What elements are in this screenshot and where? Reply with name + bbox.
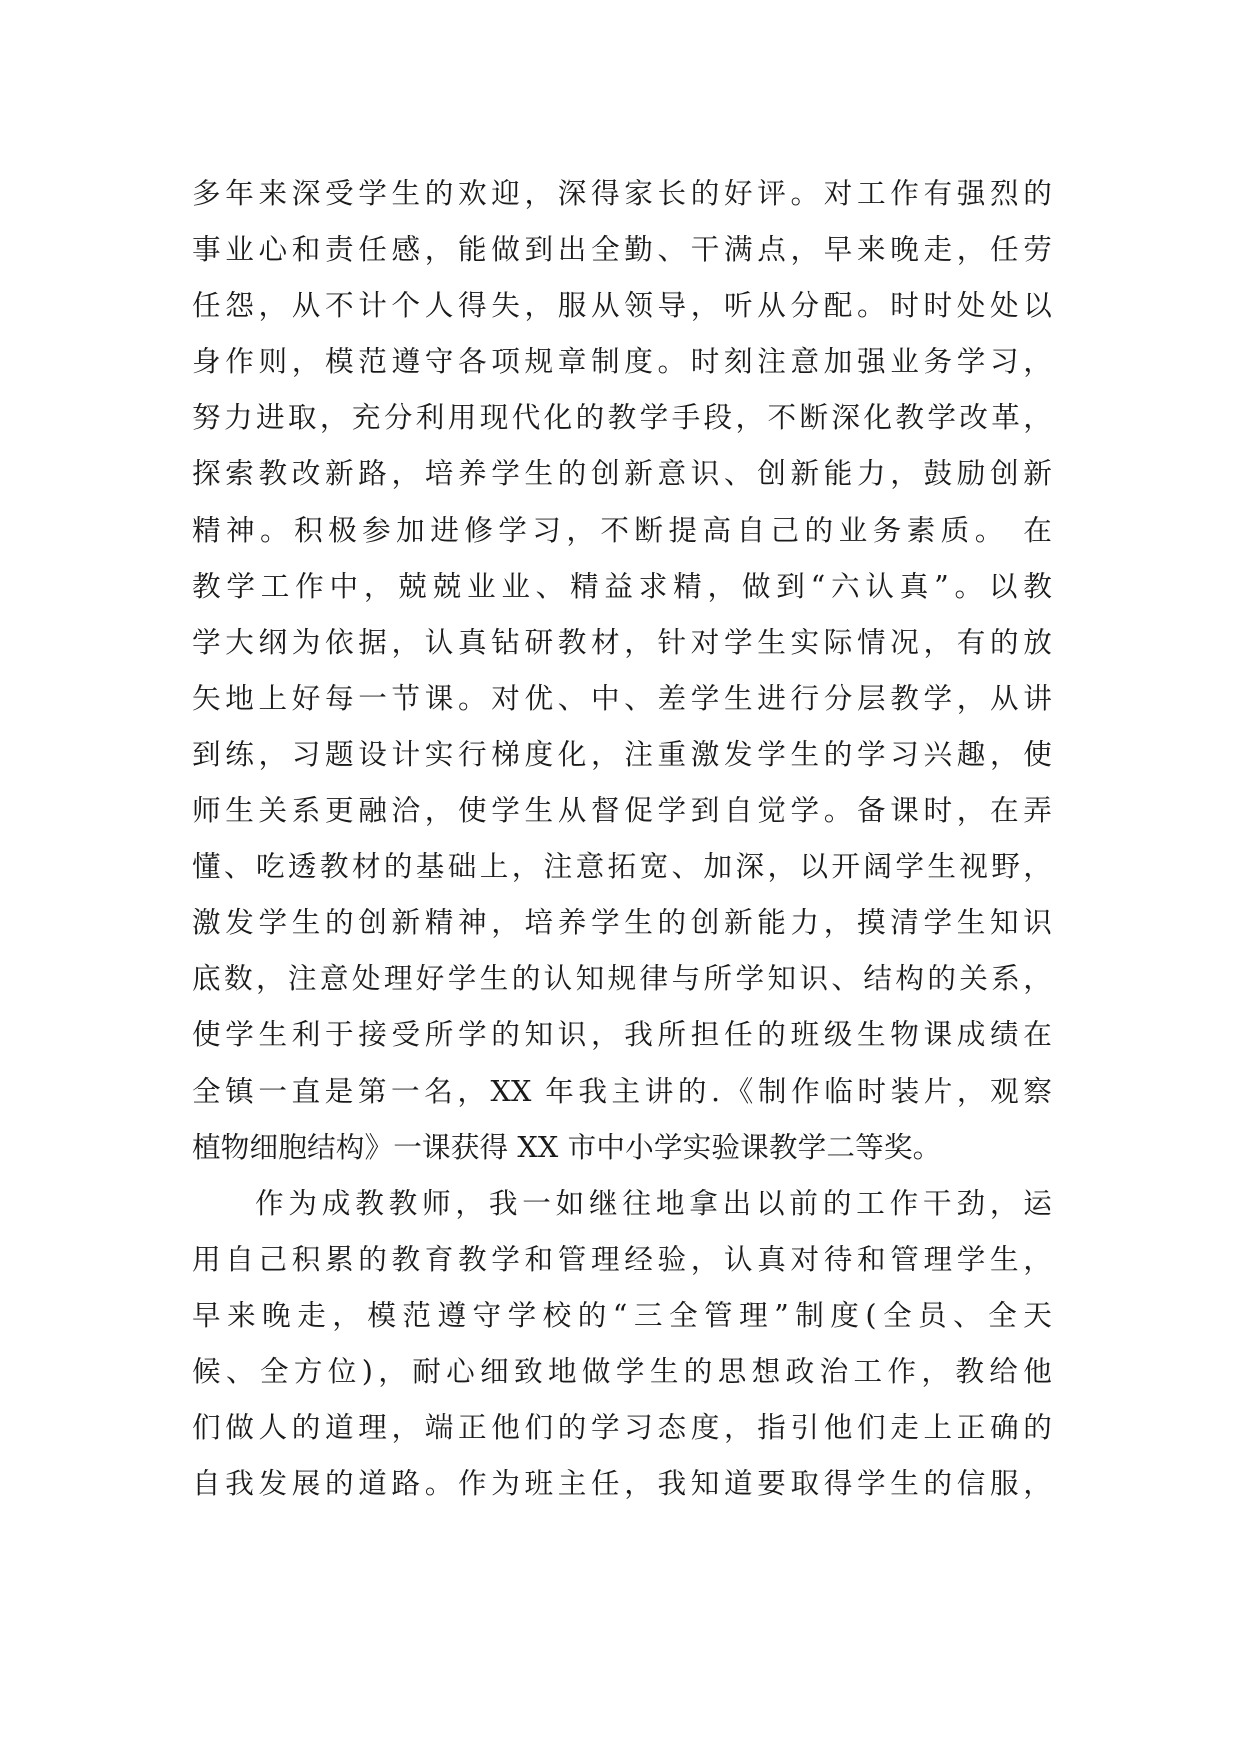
text-line: 身作则，模范遵守各项规章制度。时刻注意加强业务学习， [192, 344, 1052, 379]
text-line: 候、全方位)，耐心细致地做学生的思想政治工作，教给他 [192, 1353, 1052, 1388]
text-line: 师生关系更融洽，使学生从督促学到自觉学。备课时，在弄 [192, 793, 1052, 828]
text-line: 早来晚走，模范遵守学校的“三全管理”制度(全员、全天 [192, 1297, 1052, 1332]
text-line: 教学工作中，兢兢业业、精益求精，做到“六认真”。以教 [192, 568, 1052, 603]
text-line: 激发学生的创新精神，培养学生的创新能力，摸清学生知识 [192, 905, 1052, 940]
text-line: 植物细胞结构》一课获得 XX 市中小学实验课教学二等奖。 [192, 1129, 942, 1164]
text-line: 学大纲为依据，认真钻研教材，针对学生实际情况，有的放 [192, 624, 1052, 659]
text-line: 自我发展的道路。作为班主任，我知道要取得学生的信服， [192, 1466, 1052, 1501]
text-line: 探索教改新路，培养学生的创新意识、创新能力，鼓励创新 [192, 456, 1052, 491]
text-line: 全镇一直是第一名，XX 年我主讲的.《制作临时装片，观察 [192, 1073, 1052, 1108]
text-line: 懂、吃透教材的基础上，注意拓宽、加深，以开阔学生视野， [192, 849, 1052, 884]
paragraph-1 [192, 165, 1052, 1175]
text-line: 底数，注意处理好学生的认知规律与所学知识、结构的关系， [192, 961, 1052, 996]
text-line: 精神。积极参加进修学习，不断提高自己的业务素质。 在 [192, 512, 1052, 547]
text-line: 矢地上好每一节课。对优、中、差学生进行分层教学，从讲 [192, 680, 1052, 715]
text-line: 用自己积累的教育教学和管理经验，认真对待和管理学生， [192, 1241, 1052, 1276]
text-line: 使学生利于接受所学的知识，我所担任的班级生物课成绩在 [192, 1017, 1052, 1052]
text-line: 到练，习题设计实行梯度化，注重激发学生的学习兴趣，使 [192, 736, 1052, 771]
document-body [192, 165, 1052, 1511]
paragraph-2 [192, 1175, 1052, 1512]
text-line: 事业心和责任感，能做到出全勤、干满点，早来晚走，任劳 [192, 232, 1052, 267]
text-line: 努力进取，充分利用现代化的教学手段，不断深化教学改革， [192, 400, 1052, 435]
text-line: 们做人的道理，端正他们的学习态度，指引他们走上正确的 [192, 1410, 1052, 1445]
text-line: 多年来深受学生的欢迎，深得家长的好评。对工作有强烈的 [192, 176, 1052, 210]
text-line: 任怨，从不计个人得失，服从领导，听从分配。时时处处以 [192, 288, 1052, 323]
text-line: 作为成教教师，我一如继往地拿出以前的工作干劲，运 [255, 1185, 1052, 1220]
